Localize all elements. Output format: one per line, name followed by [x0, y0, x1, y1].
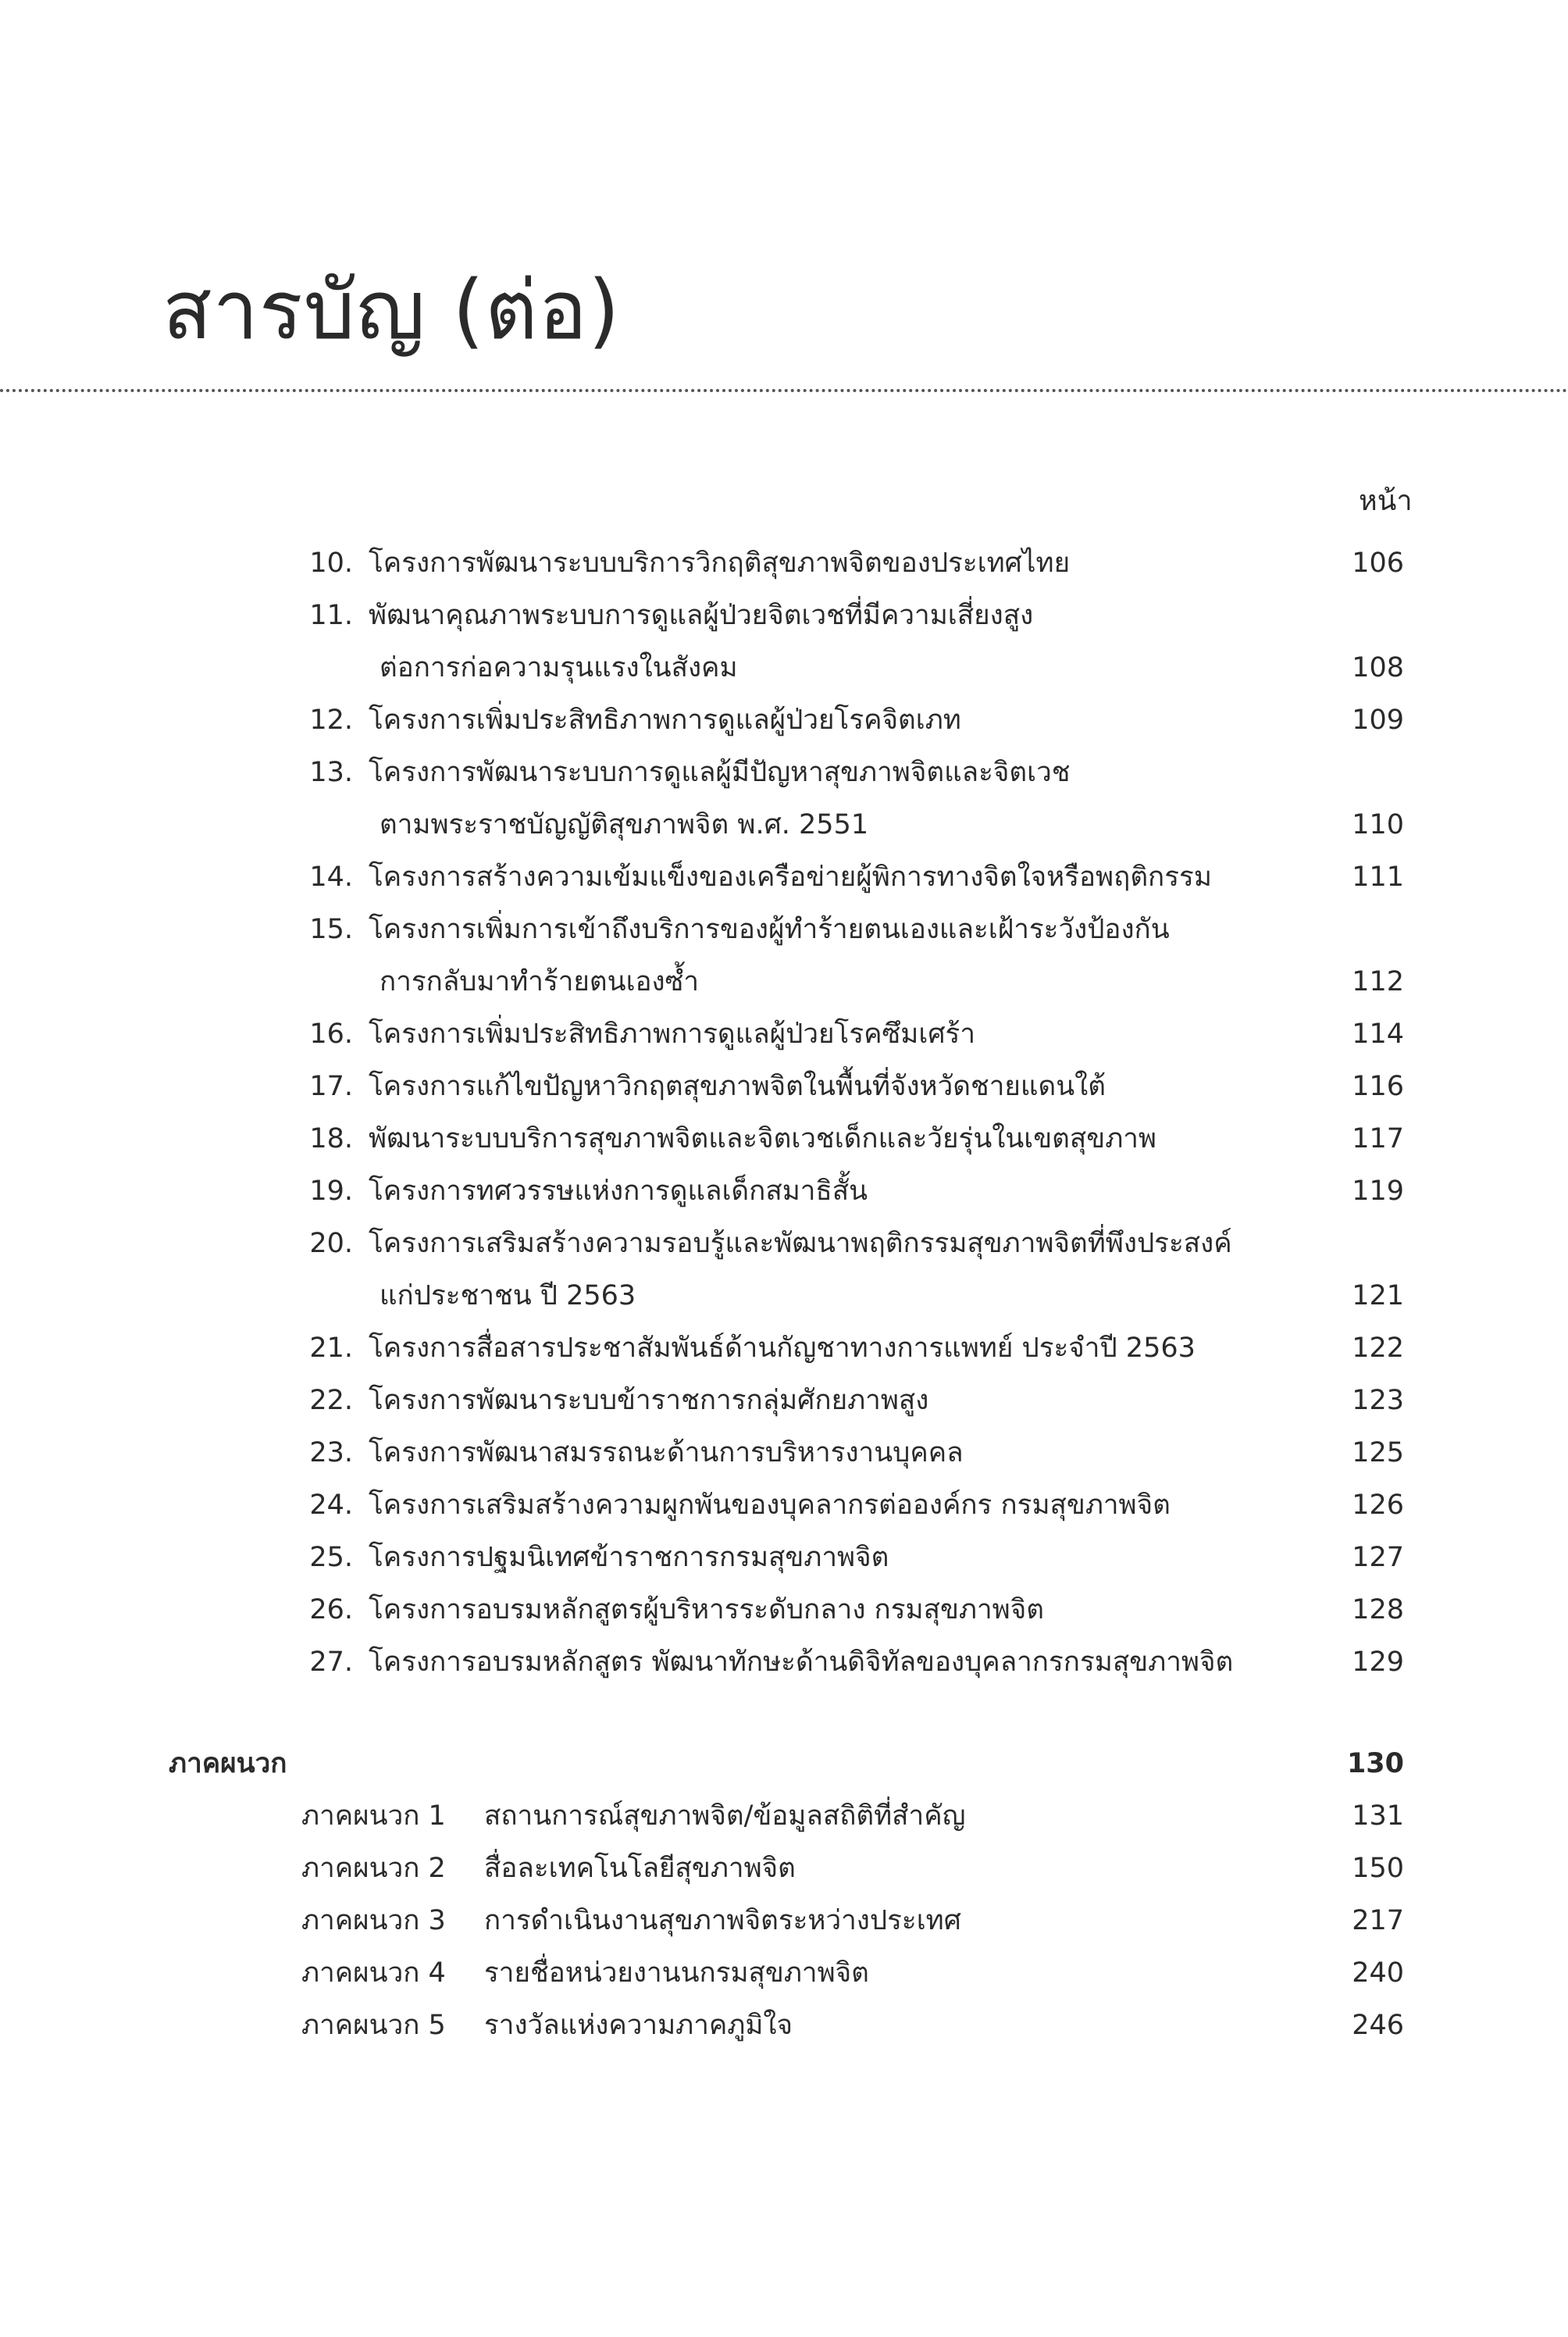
toc-entry-title: โครงการเพิ่มการเข้าถึงบริการของผู้ทำร้ายตนเองและเฝ้าระวังป้องกัน [369, 914, 1170, 945]
toc-entry-number: 14. [309, 862, 353, 893]
appendix-entry-label: ภาคผนวก 3 [301, 1905, 446, 1936]
appendix-entry-page: 131 [1352, 1800, 1404, 1832]
toc-entry-page: 129 [1352, 1647, 1404, 1678]
toc-entry [0, 1322, 1568, 1375]
toc-entry [0, 1584, 1568, 1636]
appendix-entry-page: 246 [1352, 2010, 1404, 2041]
toc-entry-page: 114 [1352, 1019, 1404, 1050]
appendix-entry-page: 217 [1352, 1905, 1404, 1936]
toc-entry [0, 537, 1568, 590]
toc-entry-page: 127 [1352, 1542, 1404, 1573]
toc-entry-page: 111 [1352, 862, 1404, 893]
appendix-entry-label: ภาคผนวก 2 [301, 1853, 446, 1884]
appendix-entry-label: ภาคผนวก 1 [301, 1800, 446, 1832]
toc-entry-number: 26. [309, 1594, 353, 1625]
toc-entry [0, 1532, 1568, 1584]
toc-entry-title: โครงการพัฒนาระบบบริการวิกฤติสุขภาพจิตของประเทศไทย [369, 548, 1071, 579]
appendix-entry-page: 150 [1352, 1853, 1404, 1884]
toc-entry-title: โครงการพัฒนาสมรรถนะด้านการบริหารงานบุคคล [369, 1437, 964, 1468]
toc-entry-title: ต่อการก่อความรุนแรงในสังคม [380, 652, 738, 683]
toc-entry [0, 1427, 1568, 1479]
toc-entry [0, 590, 1568, 642]
toc-entry-page: 128 [1352, 1594, 1404, 1625]
toc-entry-title: โครงการทศวรรษแห่งการดูแลเด็กสมาธิสั้น [369, 1176, 868, 1207]
toc-entry-number: 24. [309, 1490, 353, 1521]
toc-entry-page: 112 [1352, 966, 1404, 997]
toc-entry-page: 123 [1352, 1385, 1404, 1416]
toc-entry-number: 21. [309, 1333, 353, 1364]
toc-entry-number: 27. [309, 1647, 353, 1678]
toc-entry [0, 1375, 1568, 1427]
appendix-heading-page: 130 [1346, 1748, 1404, 1779]
toc-entry-title: การกลับมาทำร้ายตนเองซ้ำ [380, 966, 700, 997]
appendix-entry-title: สถานการณ์สุขภาพจิต/ข้อมูลสถิติที่สำคัญ [484, 1800, 966, 1832]
toc-entry-number: 23. [309, 1437, 353, 1468]
toc-entry-page: 109 [1352, 705, 1404, 736]
toc-entry-number: 22. [309, 1385, 353, 1416]
title-dotted-rule [0, 389, 1568, 392]
toc-entry-page: 110 [1352, 809, 1404, 840]
toc-entry-title: โครงการพัฒนาระบบการดูแลผู้มีปัญหาสุขภาพจิตและจิตเวช [369, 757, 1071, 788]
toc-entry-page: 125 [1352, 1437, 1404, 1468]
appendix-header [0, 1738, 1568, 1790]
appendix-entry-title: สื่อละเทคโนโลยีสุขภาพจิต [484, 1853, 796, 1884]
appendix-entry-title: รางวัลแห่งความภาคภูมิใจ [484, 2010, 793, 2041]
toc-entry-continuation [0, 642, 1568, 694]
toc-entry-number: 13. [309, 757, 353, 788]
toc-entry-number: 16. [309, 1019, 353, 1050]
toc-entry-title: โครงการพัฒนาระบบข้าราชการกลุ่มศักยภาพสูง [369, 1385, 929, 1416]
toc-entry-page: 119 [1352, 1176, 1404, 1207]
appendix-entry [0, 2000, 1568, 2052]
toc-entry-continuation [0, 956, 1568, 1008]
toc-entry-title: โครงการอบรมหลักสูตรผู้บริหารระดับกลาง กรมสุขภาพจิต [369, 1594, 1044, 1625]
toc-entry-title: แก่ประชาชน ปี 2563 [380, 1280, 636, 1311]
toc-entry [0, 851, 1568, 904]
toc-entry-number: 18. [309, 1123, 353, 1154]
page-title: สารบัญ (ต่อ) [162, 262, 621, 358]
toc-entry [0, 1165, 1568, 1218]
toc-entry-title: โครงการอบรมหลักสูตร พัฒนาทักษะด้านดิจิทัลของบุคลากรกรมสุขภาพจิต [369, 1647, 1234, 1678]
toc-entry-title: โครงการเสริมสร้างความรอบรู้และพัฒนาพฤติกรรมสุขภาพจิตที่พึงประสงค์ [369, 1228, 1232, 1259]
toc-entry-title: โครงการแก้ไขปัญหาวิกฤตสุขภาพจิตในพื้นที่จังหวัดชายแดนใต้ [369, 1071, 1106, 1102]
toc-entry-title: โครงการเพิ่มประสิทธิภาพการดูแลผู้ป่วยโรคจิตเภท [369, 705, 961, 736]
toc-entry-number: 10. [309, 548, 353, 579]
toc-entry [0, 747, 1568, 799]
toc-list [0, 537, 1568, 1689]
toc-entry-title: ตามพระราชบัญญัติสุขภาพจิต พ.ศ. 2551 [380, 809, 869, 840]
toc-entry-title: โครงการเสริมสร้างความผูกพันของบุคลากรต่อองค์กร กรมสุขภาพจิต [369, 1490, 1171, 1521]
appendix-entry-label: ภาคผนวก 4 [301, 1957, 446, 1989]
appendix-section [0, 1738, 1568, 2052]
toc-entry-page: 122 [1352, 1333, 1404, 1364]
toc-entry [0, 1113, 1568, 1165]
toc-entry-page: 126 [1352, 1490, 1404, 1521]
toc-entry-page: 121 [1352, 1280, 1404, 1311]
toc-entry-number: 25. [309, 1542, 353, 1573]
toc-entry-continuation [0, 799, 1568, 851]
toc-entry [0, 1636, 1568, 1689]
toc-entry-page: 117 [1352, 1123, 1404, 1154]
toc-entry [0, 694, 1568, 747]
appendix-entry-title: รายชื่อหน่วยงานนกรมสุขภาพจิต [484, 1957, 869, 1989]
appendix-heading: ภาคผนวก [169, 1748, 287, 1779]
toc-entry-title: โครงการเพิ่มประสิทธิภาพการดูแลผู้ป่วยโรคซึมเศร้า [369, 1019, 975, 1050]
toc-entry [0, 1479, 1568, 1532]
toc-entry-title: โครงการสื่อสารประชาสัมพันธ์ด้านกัญชาทางการแพทย์ ประจำปี 2563 [369, 1333, 1196, 1364]
toc-entry-title: พัฒนาระบบบริการสุขภาพจิตและจิตเวชเด็กและวัยรุ่นในเขตสุขภาพ [369, 1123, 1156, 1154]
toc-entry [0, 1061, 1568, 1113]
toc-entry-page: 106 [1352, 548, 1404, 579]
toc-entry-page: 116 [1352, 1071, 1404, 1102]
toc-entry-number: 17. [309, 1071, 353, 1102]
toc-entry [0, 904, 1568, 956]
appendix-entry-title: การดำเนินงานสุขภาพจิตระหว่างประเทศ [484, 1905, 961, 1936]
appendix-entry [0, 1947, 1568, 2000]
toc-entry-page: 108 [1352, 652, 1404, 683]
toc-entry-title: โครงการปฐมนิเทศข้าราชการกรมสุขภาพจิต [369, 1542, 889, 1573]
toc-entry-number: 12. [309, 705, 353, 736]
toc-entry-number: 19. [309, 1176, 353, 1207]
toc-entry-title: โครงการสร้างความเข้มแข็งของเครือข่ายผู้พิการทางจิตใจหรือพฤติกรรม [369, 862, 1212, 893]
appendix-entry [0, 1895, 1568, 1947]
toc-entry [0, 1218, 1568, 1270]
toc-entry-number: 20. [309, 1228, 353, 1259]
appendix-entry-page: 240 [1352, 1957, 1404, 1989]
page-column-header: หน้า [1359, 485, 1413, 517]
toc-entry-title: พัฒนาคุณภาพระบบการดูแลผู้ป่วยจิตเวชที่มีความเสี่ยงสูง [369, 600, 1034, 631]
toc-entry-continuation [0, 1270, 1568, 1322]
appendix-entry [0, 1843, 1568, 1895]
toc-entry-number: 11. [309, 600, 353, 631]
toc-entry-number: 15. [309, 914, 353, 945]
appendix-entry-label: ภาคผนวก 5 [301, 2010, 446, 2041]
appendix-entry [0, 1790, 1568, 1843]
toc-entry [0, 1008, 1568, 1061]
